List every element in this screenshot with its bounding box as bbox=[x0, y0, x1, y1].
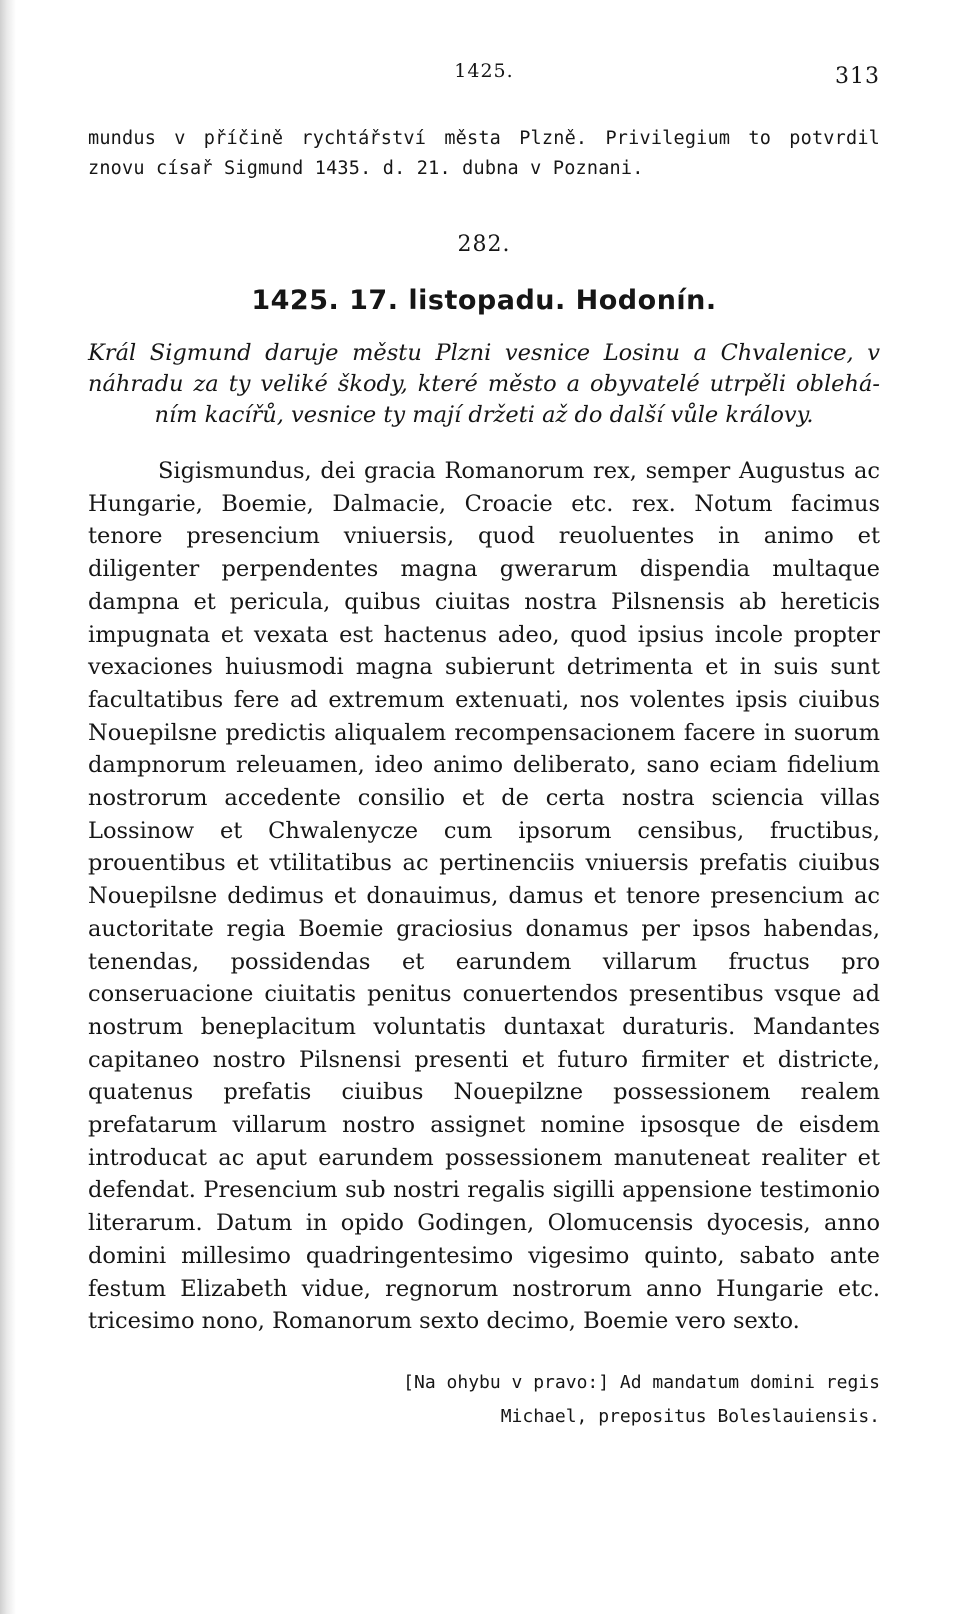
endorsement-line: Michael, prepositus Boleslauiensis. bbox=[500, 1405, 880, 1427]
document-summary: Král Sigmund daruje městu Plzni vesnice Losinu a Chvalenice, v náhradu za ty veliké škody, které město a obyvatelé utrpěli obleháním kacířů, vesnice ty mají držeti až do další vůle královy. bbox=[88, 340, 880, 428]
endorsement-line: [Na ohybu v pravo:] Ad mandatum domini regis bbox=[403, 1371, 880, 1393]
document-heading: 1425. 17. listopadu. Hodonín. bbox=[251, 285, 717, 316]
scan-edge-shadow bbox=[0, 0, 16, 1614]
charter-text: Sigismundus, dei gracia Romanorum rex, semper Augustus ac Hungarie, Boemie, Dalmacie, Croacie etc. rex. Notum facimus tenore presencium vniuersis, quod reuoluentes in animo et diligenter perpendentes magna gwerarum dispendia multaque dampna et pericula, quibus ciuitas nostra Pilsnensis ab hereticis impugnata et vexata est hactenus adeo, quod ipsius incole propter vexaciones huiusmodi magna subierunt detrimenta et in suis sunt facultatibus fere ad extremum extenuati, nos volentes ipsis ciuibus Nouepilsne predictis aliqualem recompensacionem facere in suorum dampnorum releuamen, ideo animo deliberato, sano eciam fidelium nostrorum accedente consilio et de certa nostra sciencia villas Lossinow et Chwalenycze cum ipsorum censibus, fructibus, prouentibus et vtilitatibus ac pertinenciis vniuersis prefatis ciuibus Nouepilsne dedimus et donauimus, damus et tenore presencium ac auctoritate regia Boemie graciosius donamus per ipsos habendas, tenendas, possidendas et earundem villarum fructus pro conseruacione ciuitatis penitus conuertendos presentibus vsque ad nostrum beneplacitum voluntatis duntaxat duraturis. Mandantes capitaneo nostro Pilsnensi presenti et futuro firmiter et districte, quatenus prefatis ciuibus Nouepilzne possessionem realem prefatarum villarum nostro assignet nomine ipsosque de eisdem introducat ac aput earundem possessionem manuteneat realiter et defendat. Presencium sub nostri regalis sigilli appensione testimonio literarum. Datum in opido Godingen, Olomucensis dyocesis, anno domini millesimo quadringentesimo vigesimo quinto, sabato ante festum Elizabeth vidue, regnorum nostrorum anno Hungarie etc. tricesimo nono, Romanorum sexto decimo, Boemie vero sexto. bbox=[88, 458, 880, 1335]
continued-text: mundus v příčině rychtářství města Plzně. Privilegium to potvrdil znovu císař Sigmund 1435. d. 21. dubna v Poznani. bbox=[88, 128, 880, 179]
running-head-year: 1425. bbox=[454, 60, 514, 82]
book-page bbox=[88, 52, 880, 1592]
document-number: 282. bbox=[457, 232, 511, 257]
running-head bbox=[88, 52, 880, 96]
endorsement bbox=[88, 1366, 880, 1434]
page-number: 313 bbox=[835, 64, 880, 89]
